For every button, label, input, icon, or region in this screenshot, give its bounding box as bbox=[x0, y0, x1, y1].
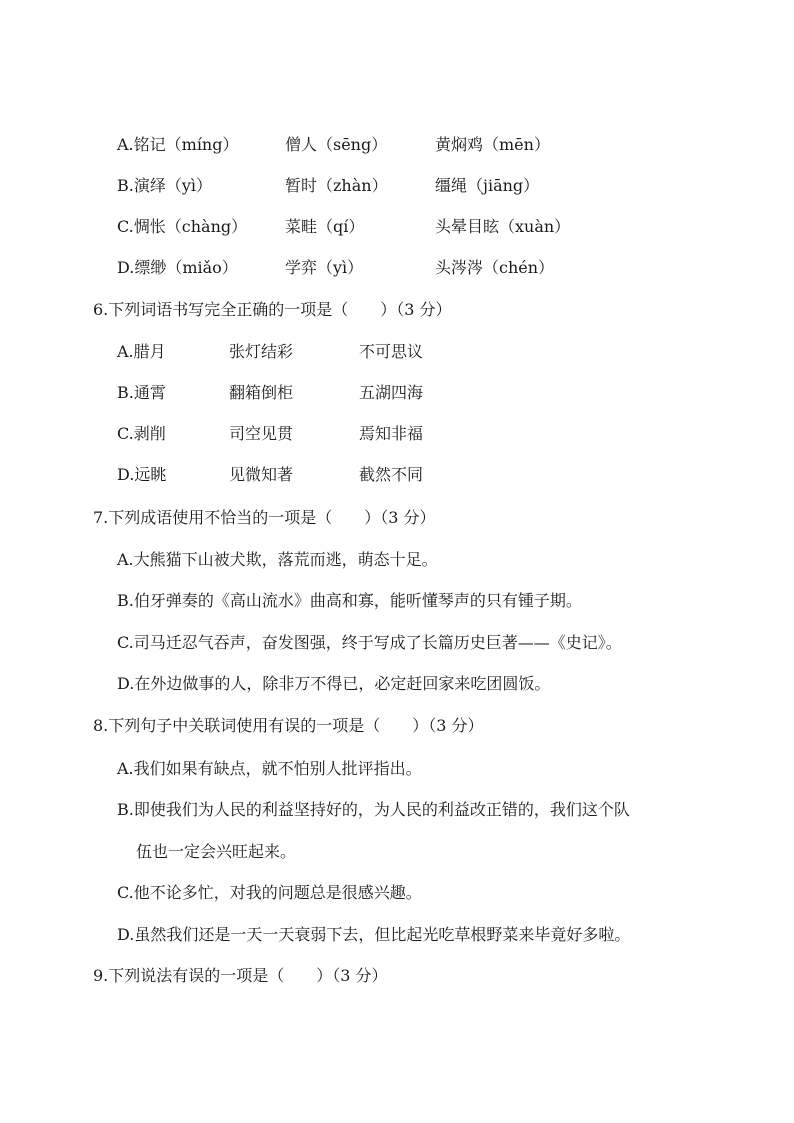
q5-option-b-word1: B.演绎（yì） bbox=[117, 176, 213, 195]
q5-option-c-word1: C.惆怅（chàng） bbox=[117, 217, 248, 236]
q8-option-b: B.即使我们为人民的利益坚持好的，为人民的利益改正错的，我们这个队 bbox=[117, 800, 630, 819]
q7-option-b: B.伯牙弹奏的《高山流水》曲高和寡，能听懂琴声的只有锺子期。 bbox=[117, 591, 582, 610]
q9-stem: 9.下列说法有误的一项是（ ）（3 分） bbox=[93, 966, 388, 985]
q7-option-a: A.大熊猫下山被犬欺，落荒而逃，萌态十足。 bbox=[117, 550, 438, 569]
q5-option-d-word2: 学弈（yì） bbox=[285, 258, 364, 277]
q6-option-b-word3: 五湖四海 bbox=[359, 383, 424, 402]
q6-option-a-word3: 不可思议 bbox=[359, 342, 424, 361]
q6-option-b-word1: B.通霄 bbox=[117, 383, 166, 402]
q5-option-b-word3: 缰绳（jiāng） bbox=[435, 176, 540, 195]
q6-option-c-word3: 焉知非福 bbox=[359, 424, 424, 443]
q8-option-a: A.我们如果有缺点，就不怕别人批评指出。 bbox=[117, 759, 422, 778]
q5-option-d-word1: D.缥缈（miǎo） bbox=[117, 258, 238, 277]
q5-option-c-word2: 菜畦（qí） bbox=[285, 217, 365, 236]
q7-stem: 7.下列成语使用不恰当的一项是（ ）（3 分） bbox=[93, 508, 436, 527]
q6-option-c-word1: C.剥削 bbox=[117, 424, 166, 443]
q5-option-b-word2: 暂时（zhàn） bbox=[285, 176, 388, 195]
q7-option-d: D.在外边做事的人，除非万不得已，必定赶回家来吃团圆饭。 bbox=[117, 674, 551, 693]
q6-option-a-word1: A.腊月 bbox=[117, 342, 166, 361]
q5-option-a-word3: 黄焖鸡（mēn） bbox=[435, 135, 550, 154]
q6-option-a-word2: 张灯结彩 bbox=[229, 342, 294, 361]
q8-option-c: C.他不论多忙，对我的问题总是很感兴趣。 bbox=[117, 883, 422, 902]
q5-option-c-word3: 头晕目眩（xuàn） bbox=[435, 217, 571, 236]
q8-option-d: D.虽然我们还是一天一天衰弱下去，但比起光吃草根野菜来毕竟好多啦。 bbox=[117, 925, 631, 944]
q6-stem: 6.下列词语书写完全正确的一项是（ ）（3 分） bbox=[93, 300, 452, 319]
q5-option-a-word1: A.铭记（míng） bbox=[117, 135, 239, 154]
q6-option-b-word2: 翻箱倒柜 bbox=[229, 383, 294, 402]
q8-stem: 8.下列句子中关联词使用有误的一项是（ ）（3 分） bbox=[93, 716, 484, 735]
q6-option-d-word1: D.远眺 bbox=[117, 465, 167, 484]
q6-option-c-word2: 司空见贯 bbox=[229, 424, 294, 443]
q6-option-d-word3: 截然不同 bbox=[359, 465, 424, 484]
q8-option-b-continued: 伍也一定会兴旺起来。 bbox=[136, 842, 297, 861]
q5-option-a-word2: 僧人（sēng） bbox=[285, 135, 388, 154]
q5-option-d-word3: 头涔涔（chén） bbox=[435, 258, 555, 277]
q7-option-c: C.司马迁忍气吞声，奋发图强，终于写成了长篇历史巨著——《史记》。 bbox=[117, 633, 622, 652]
q6-option-d-word2: 见微知著 bbox=[229, 465, 294, 484]
